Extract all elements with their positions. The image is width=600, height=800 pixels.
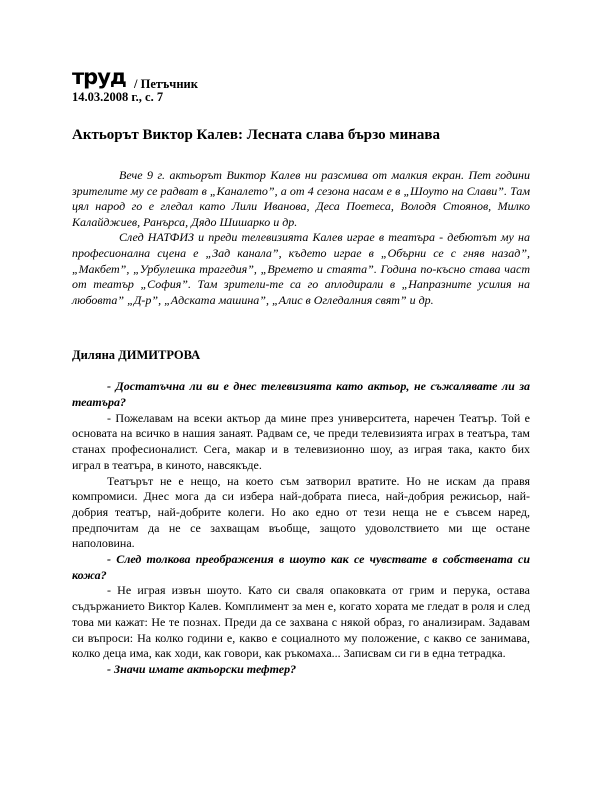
- interview-answer: - Не играя извън шоуто. Като си сваля опаковката от грим и перука, остава съдържанието Виктор Калев. Комплимент за мен е, когато хората ме гледат в роля и след това ми кажат: Не те познах. Преди да се захвана с някой образ, го анализирам. Задавам си въпроси: На колко години е, какво е социалното му положение, с какво се занимава, колко деца има, как ходи, как говори, как ръкомаха... Записвам си ги в една тетрадка.: [72, 583, 530, 661]
- article-body: [72, 379, 530, 677]
- section-name: / Петъчник: [134, 77, 198, 91]
- document-page: [72, 66, 530, 678]
- lead-paragraph: След НАТФИЗ и преди телевизията Калев играе в театъра - дебютът му на професионална сцена е „Зад канала”, където играе в „Обърни се с гняв назад”, „Макбет”, „Урбулешка трагедия”, „Времето и стаята”. Година по-късно става част от театър „София”. Там зрители-те са го аплодирали в „Напразните усилия на любовта” „Д-р”, „Адската машина”, „Алис в Огледалния свят” и др.: [72, 230, 530, 307]
- interview-answer: Театърът не е нещо, на което съм затворил вратите. Но не искам да правя компромиси. Днес мога да си избера най-добрата пиеса, най-добрия режисьор, най-добрия театър, най-добрите колеги. Но ако едно от тези неща не е съвсем наред, предпочитам да не се захващам въобще, защото удоволствието ми ще остане наполовина.: [72, 473, 530, 551]
- masthead: [72, 66, 530, 106]
- interview-question: - След толкова преображения в шоуто как се чувствате в собствената си кожа?: [72, 552, 530, 582]
- newspaper-logo: труд: [72, 65, 126, 89]
- interview-question: - Достатъчна ли ви е днес телевизията като актьор, не съжалявате ли за театъра?: [72, 379, 530, 410]
- interview-question: - Значи имате актьорски тефтер?: [107, 662, 297, 676]
- publication-date: 14.03.2008 г., с. 7: [72, 90, 164, 104]
- article-title: Актьорът Виктор Калев: Лесната слава бързо минава: [72, 127, 441, 143]
- article-author: Диляна ДИМИТРОВА: [72, 348, 201, 363]
- interview-answer: - Пожелавам на всеки актьор да мине през университета, наречен Театър. Той е основата на всичко в нашия занаят. Радвам се, че преди телевизията играх в театъра, там станах професионалист. Сега, макар и в телевизионно шоу, аз играя така, както бих играл в театъра, в киното, навсякъде.: [72, 410, 530, 472]
- lead-paragraph: Вече 9 г. актьорът Виктор Калев ни разсмива от малкия екран. Пет години зрителите му се радват в „Каналето”, а от 4 сезона насам е в „Шоуто на Слави”. Там цял народ го е гледал като Лили Иванова, Деса Поетеса, Володя Стоянов, Милко Калайджиев, Ранърса, Дядо Шишарко и др.: [72, 168, 530, 229]
- article-lead: [72, 168, 530, 308]
